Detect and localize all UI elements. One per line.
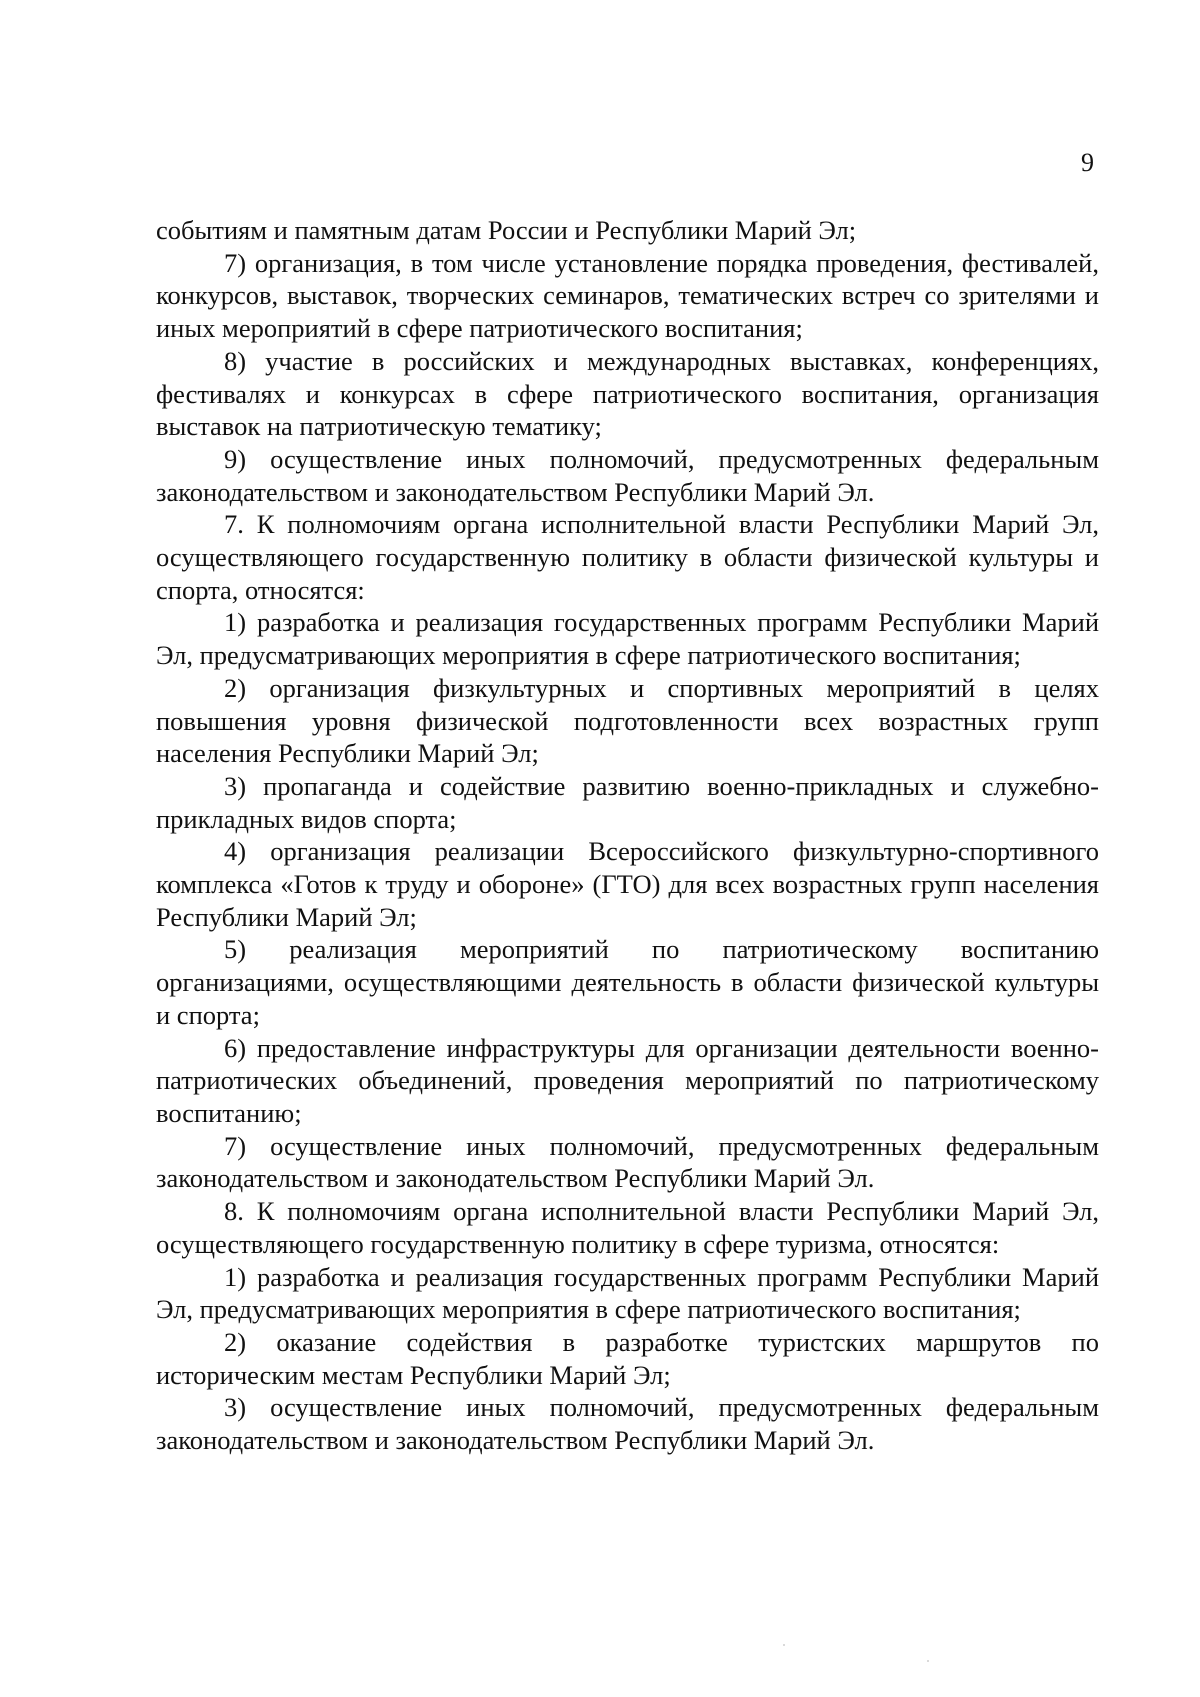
- section-7-item-2: 2) организация физкультурных и спортивных мероприятий в целях повышения уровня физической подготовленности всех возрастных групп населения Республики Марий Эл;: [156, 672, 1099, 769]
- section-8-item-3: 3) осуществление иных полномочий, предусмотренных федеральным законодательством и законодательством Республики Марий Эл.: [156, 1392, 1099, 1456]
- scan-speck: [927, 1660, 929, 1662]
- document-body: [156, 214, 1099, 1457]
- section-7-item-3: 3) пропаганда и содействие развитию военно-прикладных и служебно-прикладных видов спорта;: [156, 770, 1099, 834]
- section-8-item-1: 1) разработка и реализация государственных программ Республики Марий Эл, предусматривающих мероприятия в сфере патриотического воспитания;: [156, 1261, 1099, 1325]
- section-7-heading: 7. К полномочиям органа исполнительной власти Республики Марий Эл, осуществляющего государственную политику в области физической культуры и спорта, относятся:: [156, 509, 1099, 605]
- section-7-item-7: 7) осуществление иных полномочий, предусмотренных федеральным законодательством и законодательством Республики Марий Эл.: [156, 1130, 1099, 1194]
- page-number: 9: [1081, 148, 1094, 177]
- list-item-8: 8) участие в российских и международных выставках, конференциях, фестивалях и конкурсах в сфере патриотического воспитания, организация выставок на патриотическую тематику;: [156, 345, 1099, 442]
- paragraph-continuation: событиям и памятным датам России и Республики Марий Эл;: [156, 215, 857, 245]
- list-item-7: 7) организация, в том числе установление порядка проведения, фестивалей, конкурсов, выставок, творческих семинаров, тематических встреч со зрителями и иных мероприятий в сфере патриотического воспитания;: [156, 247, 1099, 344]
- section-7-item-1: 1) разработка и реализация государственных программ Республики Марий Эл, предусматривающих мероприятия в сфере патриотического воспитания;: [156, 607, 1099, 671]
- section-7-item-6: 6) предоставление инфраструктуры для организации деятельности военно-патриотических объединений, проведения мероприятий по патриотическому воспитанию;: [156, 1032, 1099, 1128]
- scan-speck: [783, 1644, 785, 1646]
- section-7-item-5: 5) реализация мероприятий по патриотическому воспитанию организациями, осуществляющими деятельность в области физической культуры и спорта;: [156, 934, 1099, 1030]
- list-item-9: 9) осуществление иных полномочий, предусмотренных федеральным законодательством и законодательством Республики Марий Эл.: [156, 443, 1099, 507]
- section-7-item-4: 4) организация реализации Всероссийского физкультурно-спортивного комплекса «Готов к труду и обороне» (ГТО) для всех возрастных групп населения Республики Марий Эл;: [156, 836, 1099, 932]
- section-8-heading: 8. К полномочиям органа исполнительной власти Республики Марий Эл, осуществляющего государственную политику в сфере туризма, относятся:: [156, 1196, 1099, 1259]
- section-8-item-2: 2) оказание содействия в разработке туристских маршрутов по историческим местам Республики Марий Эл;: [156, 1326, 1099, 1390]
